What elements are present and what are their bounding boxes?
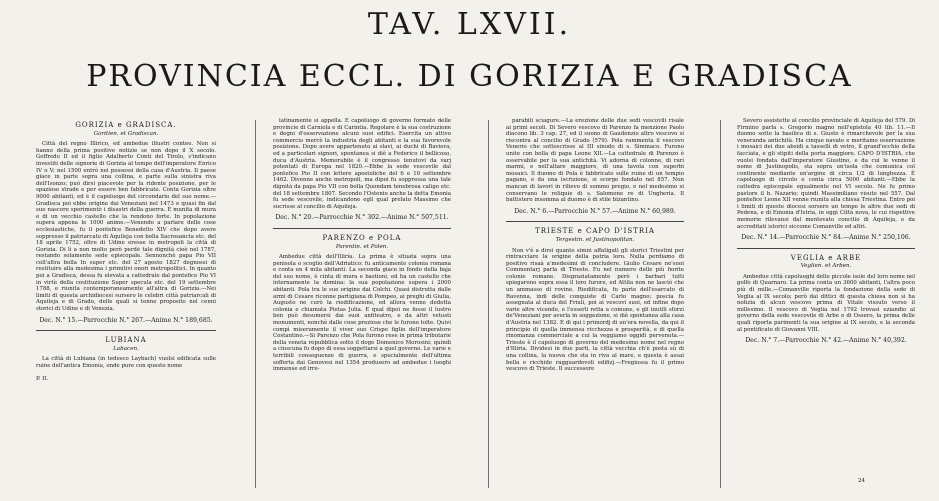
column-lubiana-parenzo: [273, 118, 451, 490]
section-heading: LUBIANA: [105, 336, 147, 345]
diocese-stats: Dec. N.° 7.—Parrocchie N.° 42.—Anime N.° 40,392.: [745, 337, 907, 345]
column-divider: [488, 120, 489, 488]
column-parenzo-trieste: [506, 118, 684, 490]
section-body: latinamente si appella. È capoluogo di governo formato delle provincie di Carniola e di Carintia. Regolare è la sua costruzione e degni d'osservazione alcuni suoi edifici. Esercita un attivo commercio mercè la industria degli abitanti e la sua favorevole posizione. Dopo avere appartenuto ai slavi, ai duchi di Baviera, ed a particolari signori, spontanea si diè a Federico il bellicoso, duca d'Austria. Memorabile è il congresso tenutovi da varj potentati di Europa nel 1820.—Ebbe la sede vescovile dal pontefice Pio II con lettere apostoliche del 6 e 10 settembre 1462. Divenne anche metropoli, ma dipoi fu soppressa una tale dignità da papa Pio VII con bolla Quondam tenebrosa caligo etc. del 18 settembre 1807. Secondo l'Ostenio anche la detta Emonia fu sede vescovile, indicandone egli qual prelato Massimo che sucrisse al concilio di Aquileja.: [273, 118, 451, 210]
section-subheading: Tergestin. et Justinopolitan.: [555, 236, 635, 243]
section-body: Non v'è a dirsi quanto simni affatigati gli storici Triestini per rintracciare la origine della patria loro. Nulla perdiamo di positivo risaà a'medesimi di concludere. Giulio Cesare ne'suoi Commentarj parla di Trieste. Fu nel numero delle più fiorite colonie romane. Disgraziatamente però i barbari tutti spiegarono sopra essa il loro furore, ed Attila non ne lasciò che un ammasso di rovine. Riedificata, fu parte dell'esarcato di Ravenna, indi delle conquiste di Carlo magno; poscia fu assegnata al duca del Friuli, poi ai vescovi suoi, ed infine dopo varie altre vicende, e l'esserli retta a comune, e gli inutili sforzi de'Veneziani per averla in soggezione, si diè spontanea alla casa d'Austria nel 1382. E di qui i primordj di un'era novella, da qui il principio di quella immensa ricchezza e prosperità, e di quella rinomanza commerciale a cui la veggiamo oggidì pervenuta.—Trieste è il capoluogo di governo del medesimo nome nel regno d'Illiria. Dividesi in due parti, la città vecchia ch'è posta sù di una collina, la nuova che sta in riva al mare, e questa è assai bella e ricchide ragguardevoli edifizj.—Fregiossa fu il primo vescovo di Trieste. Il successore: [506, 247, 684, 373]
section-body: parabili sciagure.—La erezione delle due sedi vescovili risale ai primi secoli. Di Severo vescovo di Parenzo fa menzione Paolo diacono lib. 3 cap. 27, ed il suono di Gaudenzio altro vescovo si riscontra al concilio di Grado (579). Pola rammenta il vescovo Venerio che sottoscrisse al III sinodo di s. Simmaco. Furono unite con bolla di papa Leone XII.—La cattedrale di Parenzo è osservabile per la sua antichità. Vi adorna di colonne, di rari marmi, e nell'altare maggiore, di una tavola con superbi mosaici. Il duomo di Pola è fabbricato sulle ruine di un tempio pagano, e da una iscrizione, si scorge fondato nel 857. Non mancan di lavori in rilievo di sommo pregio, e nel medesimo si conservano le reliquie di s. Salomone re di Ungheria. Il battistero insomma al duomo è di stile bizantino.: [506, 118, 684, 204]
section-heading: TRIESTE e CAPO D'ISTRIA: [535, 227, 655, 236]
section-rule: [506, 221, 684, 222]
section-heading: VEGLIA e ARBE: [790, 253, 862, 262]
diocese-stats: Dec. N.° 20.—Parrocchie N.° 302.—Anime N.° 507,511.: [275, 214, 449, 222]
section-body: La città di Lubiana (in tedesco Laybach) vuolsi edificata sulle ruine dell'antica Emonia, onde pure con questo nome: [36, 356, 216, 369]
plate-title: TAV. LXVII.: [367, 7, 572, 42]
section-subheading: Parentin. et Polen.: [335, 243, 389, 250]
title-block: [0, 8, 939, 94]
section-body: Ambedue città capoluoghi delle piccole isole del loro nome nel golfo di Quarnaro. La prima conta un 3600 abitanti, l'altra poco più di mille.—Comanville riporta la fondazione della sede di Veglia al IX secolo; però dai dittici di questa chiesa non si ha notizia di alcun vescovo prima di Vitale vissuto verso il millesimo. Il vescovo di Veglia nel 1792 trovasi eziandio al governo della sede vescovile di Arbe e di Ossero, la prima delle quali riporta parimenti la sua origine al IX secolo, e la seconda al pontificato di Giovanni VIII.: [737, 273, 915, 333]
region-title: PROVINCIA ECCL. DI GORIZIA E GRADISCA: [86, 59, 853, 94]
section-body: Severo assistette al concilio provinciale di Aquileja del 579. Di Firmino parla s. Gregorio magno nell'epistola 40 lib. 11.—Il duomo sotto la basilica di s. Giusto è rimarchevole per la sua veneranda antichità. Ha cinque navate e meritamo osservazione i mosaici dei due absidi a tassellì di vetro, il grand'occhio della facciata, e gli stipiti della porta maggiore. CAPO D'ISTRIA, che vuolsi fondata dall'imperatore Giustino, e da cui le venne il nome di Justinopolis, sta sopra un'isola che comunica col continente mediante un'argine di circa 1/2 di lunghezza. È capoluogo di circolo e conta circa 5000 abitanti.—Ebbe la cattedra episcopale egualmente nel VI secolo. Ne fu primo pastore il b. Nazario; quindi Massimiliano visuto nel 557. Dal pontefice Leone XII venne riunita alla chiesa Triestina. Entro poi i limiti di queste diocesi sorsero un tempo le altre due sedi di Pedena, e di Emonia d'Istria, in oggi Città nova, le cui rispettive memorie rilevansi dal mentovato concilio di Aquileja, e da accreditati istorici siccome Comanville ed altri.: [737, 118, 915, 230]
column-trieste-veglia: [737, 118, 915, 490]
section-rule: [273, 228, 451, 229]
diocese-stats: Dec. N.° 14.—Parrocchie N.° 84.—Anime N.° 250,106.: [741, 234, 911, 242]
page-number: 24: [858, 478, 866, 484]
diocese-stats: Dec. N.° 6.—Parrocchie N.° 57.—Anime N.° 60,989.: [514, 207, 676, 215]
section-subheading: Goritien. et Gradiscan.: [93, 130, 159, 137]
section-body: Ambedue città dell'Illiria. La prima è situata sopra una penisola o scoglio dell'Adriatico: fu anticamente colonia romana e conta un 4 mila abitanti. La seconda giace in fondo della baja del suo nome, è cinta di mura e bastioni, ed ha un castello che internamente la domina: la sua popolazione supera i 2000 abitanti. Pola tra le sue origine dai Colchi. Quasi distrutta dalle armi di Cesare riconne partigiana di Pompeo, ai preghi di Giulia, Augusto ne curò la riedificazione, ed allora venne dedotta colonia e chiamata Pietas Julia. E qual dipoi ne fosse il lustro ben può desumersi dai suoi anfiteatro, e da altri vetusti monumenti, nonchè dalle cose preziose che le furono tolte. Quivi compì miseramente il viver suo Crispo figlio dell'imperatore Costantino.—Si Parenzo che Pola furono rese in prima tributarie della veneta repubblica sotto il doge Domenico Morosini; quindi a cinscuna fu dopo di essa soggettarsi a quel governo. Le varie e terribili conseguenze di guerra, e specialmente dell'ultima sofferta dai Genovesi nel 1354 produsero ad ambedue i luoghi immense ed irre-: [273, 254, 451, 373]
section-rule: [36, 330, 216, 331]
section-body: Città del regno Illirico, ed ambedue illustri contee. Non si hanno della prima positive notizie se non dopo il X secolo. Goffredo II ed il figlio Adalberto Conti del Tirolo, s'indicano investiti delle signorie di Gorizia al tempo dell'imperatore Enrico IV o V; nel 1500 entrò nei possessi della casa d'Austria. Il paese giace in parte sopra una collina, e parte sulla sinistra riva dell'Isonzo; può dirsi piacevole per la ridente posizione, per le spaziose strade e per essere ben fabbricato. Conta Gorizia oltre 9000 abitanti, ed è il capoluogo del circondario del suo nome.—Gradisca poi ebbe origine dai Veneziani nel 1473 e quasi fin dal suo nascere sperimentò i disastri della guerra. È munita di mura e di un vecchio castello che la rendono forte. In popolazione supera appena le 1000 anime.—Venendo a parlare delle cose ecclesiastiche, fu il pontefice Benedetto XIV che dopo avere soppresso il patriarcato di Aquileja con bolla Sacrosancta etc. del 18 aprile 1752, oltre di Udine eresse in metropoli la città di Gorizia. Di lì a non molto però perdè tale dignità cioè nel 1787, restando solamente sede episcopale. Sennonchè papa Pio VII coll'altra bolla In super etc. del 27 agosto 1827 degnossi di restituire alla medesima i primitivi onori metropolitici. In quanto poi a Gradisca, dessa fu elevata a cattedrale dal pontefice Pio VI in virtù della costituzione Super specula etc. del 19 settembre 1788, e riunita contemporaneamente all'altra di Gorizia.—Nei limiti di questa archidiocesi sursero le celebri città patriarcali di Aquileja e di Grado, delle quali si tenne proposito nel cenni storici di Udine e di Venezia.: [36, 141, 216, 313]
column-divider: [720, 120, 721, 488]
column-gorizia: [36, 118, 216, 490]
page-reference: P. II.: [36, 375, 49, 382]
section-heading: GORIZIA e GRADISCA.: [75, 121, 177, 129]
section-subheading: Labacen.: [113, 345, 139, 352]
diocese-stats: Dec. N.° 15.—Parrocchie N.° 267.—Anime N.° 189,685.: [39, 316, 213, 324]
section-heading: PARENZO e POLA: [322, 233, 402, 242]
column-divider: [255, 120, 256, 488]
section-subheading: Veglien. et Arben.: [800, 263, 852, 270]
section-rule: [737, 248, 915, 249]
